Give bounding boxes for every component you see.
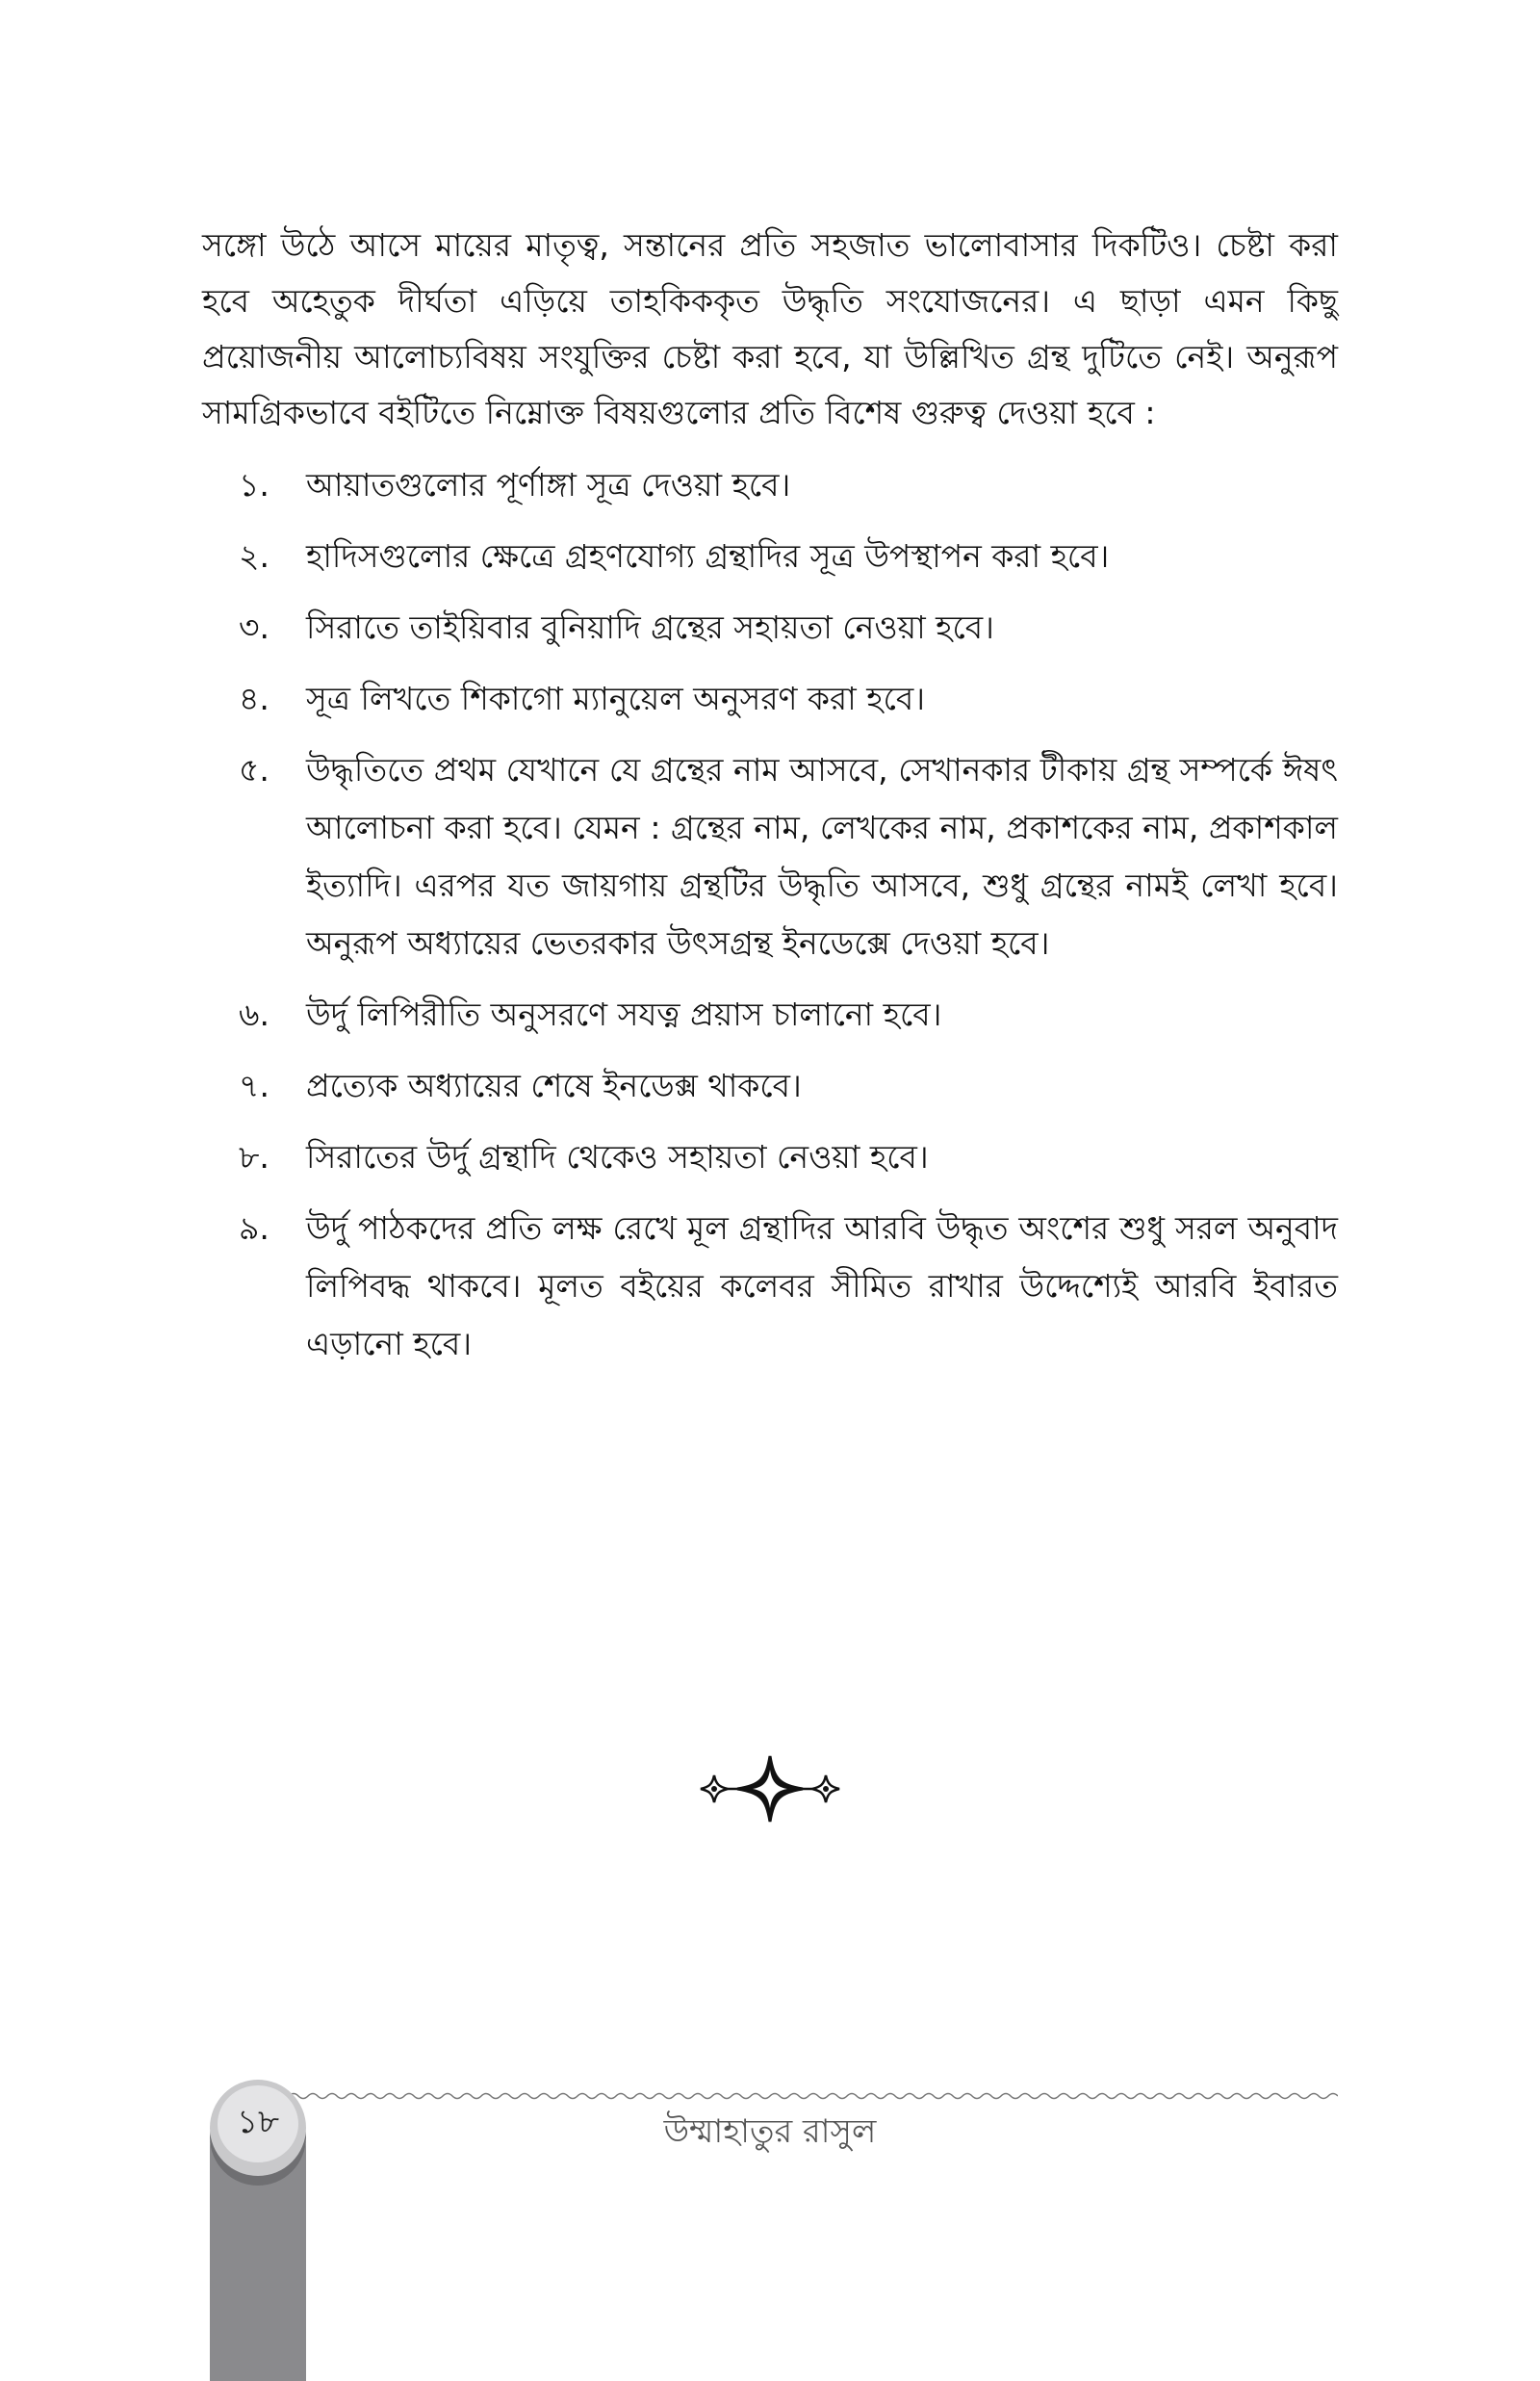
page-number-badge — [210, 2080, 306, 2176]
list-item-number: ৫. — [239, 751, 270, 789]
list-item-text: প্রত্যেক অধ্যায়ের শেষে ইনডেক্স থাকবে। — [306, 1067, 802, 1104]
list-item-text: হাদিসগুলোর ক্ষেত্রে গ্রহণযোগ্য গ্রন্থাদির সূত্র উপস্থাপন করা হবে। — [306, 537, 1110, 575]
list-item-number: ৬. — [239, 996, 270, 1033]
list-item — [202, 986, 1338, 1044]
list-item-number: ৪. — [239, 680, 270, 717]
list-item — [202, 1057, 1338, 1115]
list-item-text: সিরাতে তাইয়িবার বুনিয়াদি গ্রন্থের সহায়তা নেওয়া হবে। — [306, 608, 994, 646]
ornament-divider-icon — [674, 1750, 866, 1827]
page-number: ১৮ — [218, 2085, 298, 2162]
list-item-number: ৭. — [239, 1067, 270, 1104]
list-item — [202, 1200, 1338, 1373]
list-item-text: সূত্র লিখতে শিকাগো ম্যানুয়েল অনুসরণ করা হবে। — [306, 680, 925, 717]
page-body — [202, 218, 1338, 1386]
list-item — [202, 670, 1338, 728]
list-item — [202, 1128, 1338, 1186]
list-item — [202, 456, 1338, 514]
list-item — [202, 599, 1338, 657]
footer-wavy-rule — [289, 2091, 1338, 2101]
list-item-number: ১. — [239, 466, 270, 504]
list-item — [202, 528, 1338, 585]
numbered-list — [202, 456, 1338, 1373]
list-item-number: ৩. — [239, 608, 270, 646]
list-item-number: ২. — [239, 537, 270, 575]
intro-paragraph: সঙ্গো উঠে আসে মায়ের মাতৃত্ব, সন্তানের প্রতি সহজাত ভালোবাসার দিকটিও। চেষ্টা করা হবে অহেতুক দীর্ঘতা এড়িয়ে তাহকিককৃত উদ্ধৃতি সংযোজনের। এ ছাড়া এমন কিছু প্রয়োজনীয় আলোচ্যবিষয় সংযুক্তির চেষ্টা করা হবে, যা উল্লিখিত গ্রন্থ দুটিতে নেই। অনুরূপ সামগ্রিকভাবে বইটিতে নিম্নোক্ত বিষয়গুলোর প্রতি বিশেষ গুরুত্ব দেওয়া হবে : — [202, 226, 1338, 431]
list-item-text: আয়াতগুলোর পূর্ণাঙ্গা সূত্র দেওয়া হবে। — [306, 466, 791, 504]
list-item — [202, 741, 1338, 972]
list-item-text: উর্দু লিপিরীতি অনুসরণে সযত্ন প্রয়াস চালানো হবে। — [306, 996, 942, 1033]
list-item-text: উদ্ধৃতিতে প্রথম যেখানে যে গ্রন্থের নাম আসবে, সেখানকার টীকায় গ্রন্থ সম্পর্কে ঈষৎ আলোচনা করা হবে। যেমন : গ্রন্থের নাম, লেখকের নাম, প্রকাশকের নাম, প্রকাশকাল ইত্যাদি। এরপর যত জায়গায় গ্রন্থটির উদ্ধৃতি আসবে, শুধু গ্রন্থের নামই লেখা হবে। অনুরূপ অধ্যায়ের ভেতরকার উৎসগ্রন্থ ইনডেক্সে দেওয়া হবে। — [306, 751, 1338, 962]
list-item-number: ৮. — [239, 1138, 270, 1176]
list-item-text: উর্দু পাঠকদের প্রতি লক্ষ রেখে মূল গ্রন্থাদির আরবি উদ্ধৃত অংশের শুধু সরল অনুবাদ লিপিবদ্ধ থাকবে। মূলত বইয়ের কলেবর সীমিত রাখার উদ্দেশ্যেই আরবি ইবারত এড়ানো হবে। — [306, 1209, 1338, 1362]
list-item-number: ৯. — [239, 1209, 270, 1247]
running-footer-title: উম্মাহাতুর রাসুল — [663, 2112, 877, 2151]
list-item-text: সিরাতের উর্দু গ্রন্থাদি থেকেও সহায়তা নেওয়া হবে। — [306, 1138, 929, 1176]
